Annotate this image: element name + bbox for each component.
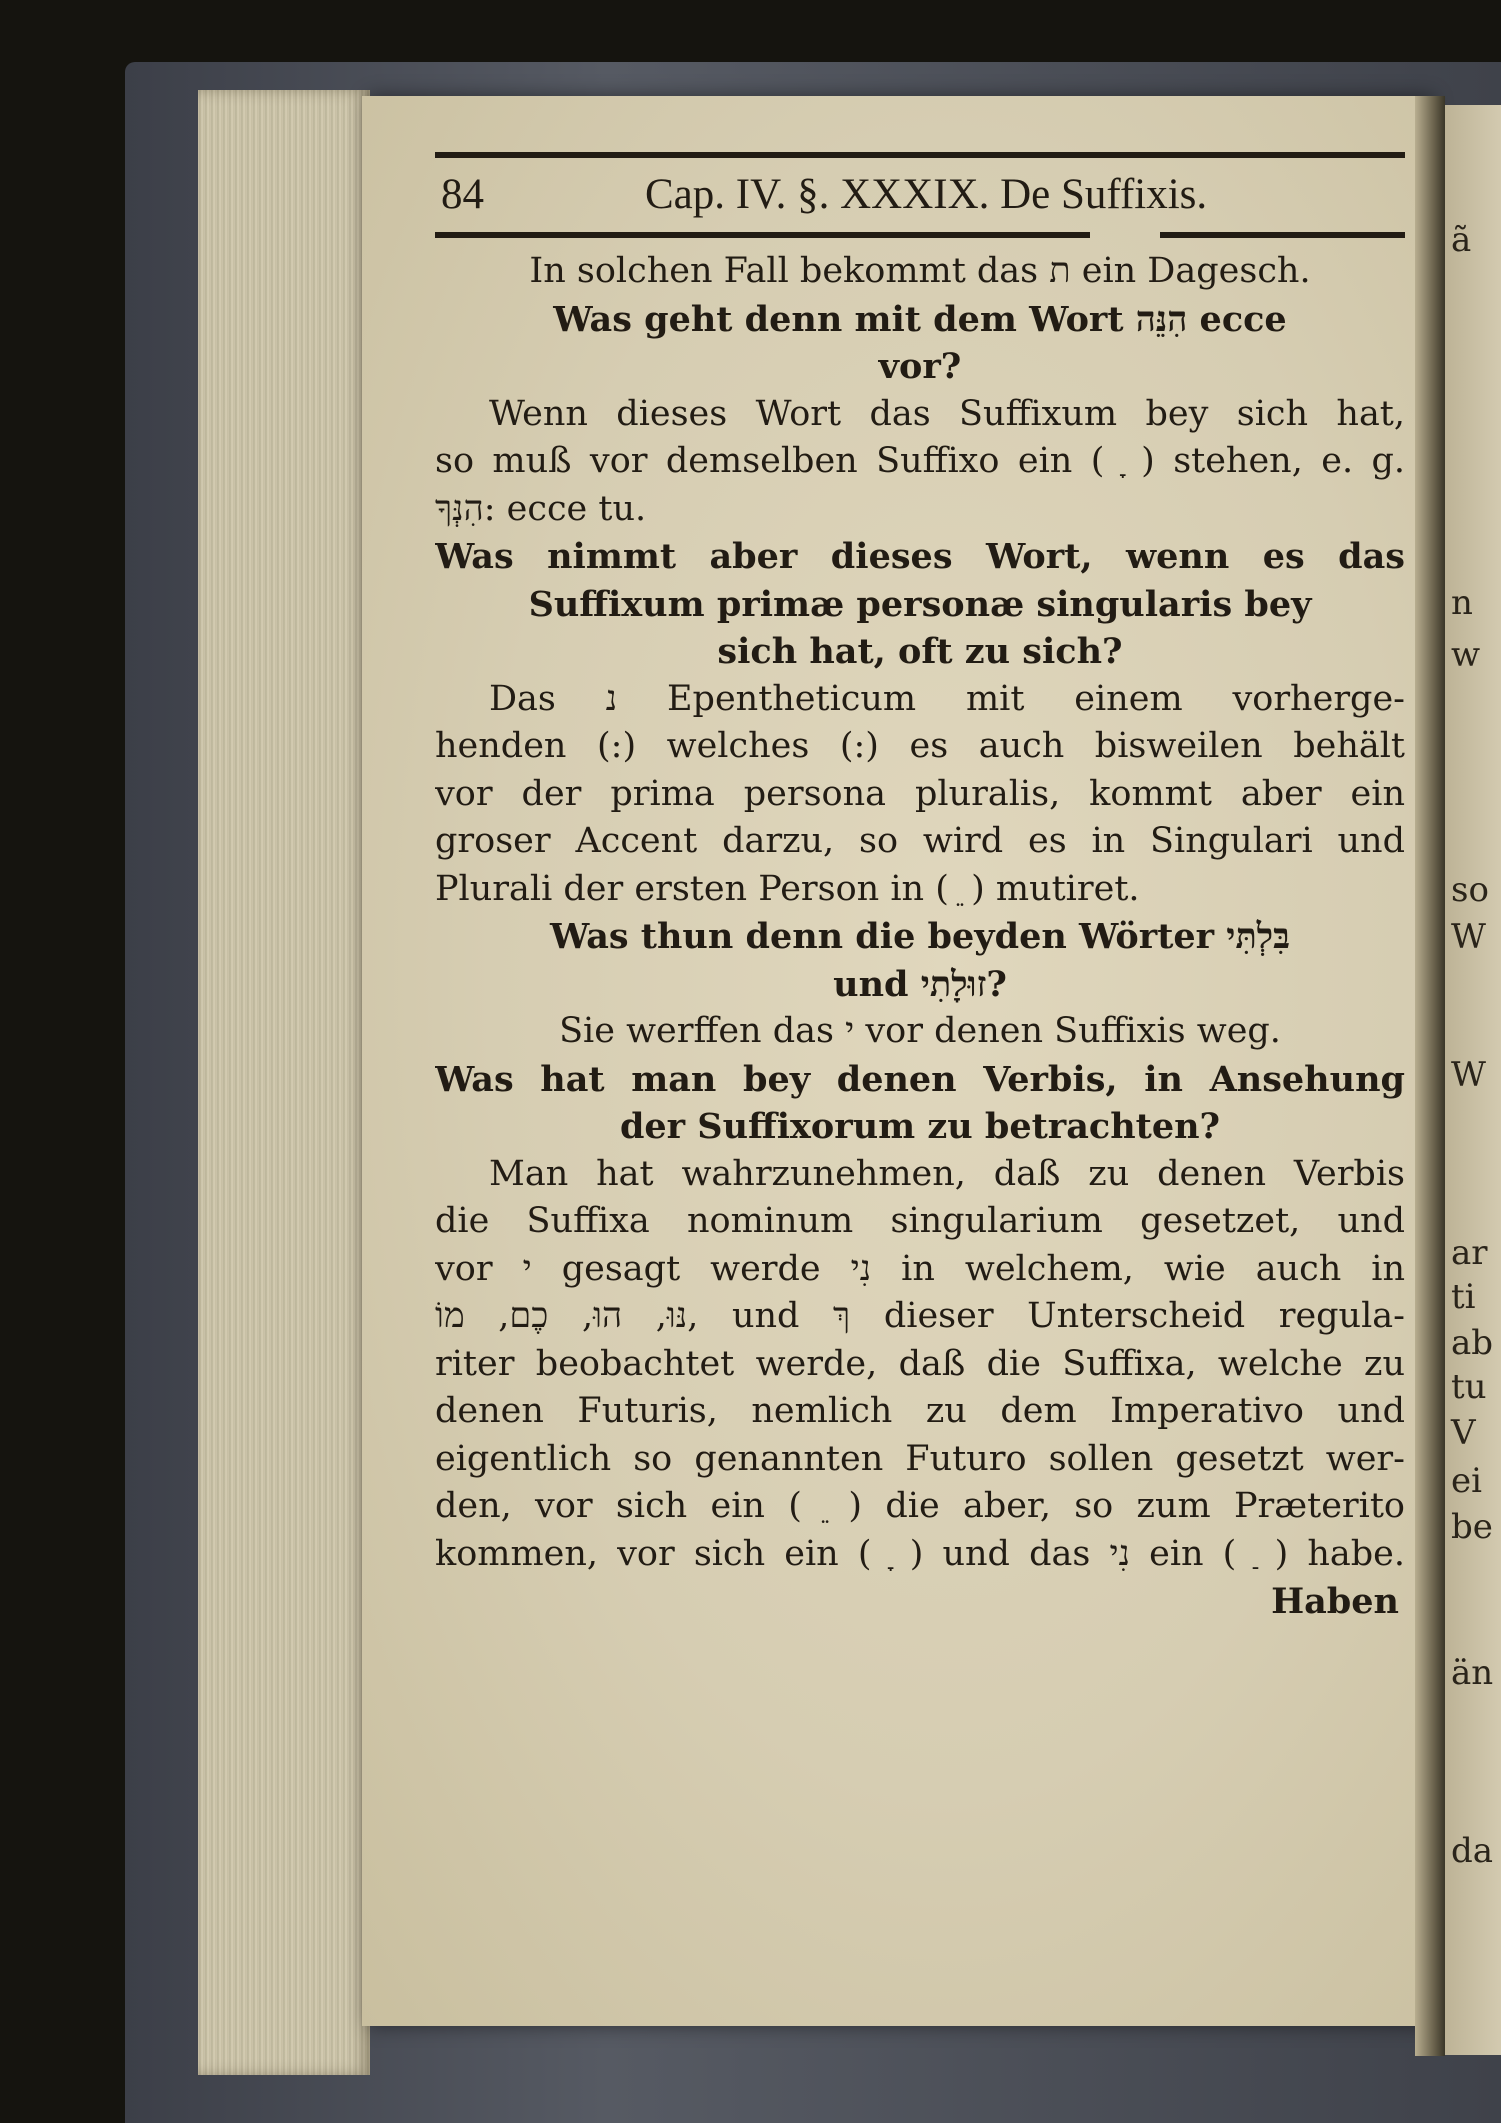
next-page-fragment: ti <box>1451 1277 1476 1317</box>
next-page-fragment: be <box>1451 1507 1493 1547</box>
page-number: 84 <box>441 171 484 218</box>
answer-line: groser Accent darzu, so wird es in Singulari und <box>435 821 1405 861</box>
next-page-fragment: ar <box>1451 1233 1488 1273</box>
next-page-fragment: ã <box>1451 220 1472 260</box>
question-line: Suffixum primæ personæ singularis bey <box>528 583 1312 625</box>
book-gutter <box>1415 96 1445 2056</box>
next-page-fragment: W <box>1451 1055 1486 1095</box>
running-header <box>435 158 1405 232</box>
answer-line: die Suffixa nominum singularium gesetzet, und <box>435 1201 1405 1241</box>
running-title: Cap. IV. §. XXXIX. De Suffixis. <box>645 171 1208 218</box>
answer-line: Man hat wahrzunehmen, daß zu denen Verbis <box>489 1153 1405 1194</box>
next-page-edge <box>1445 105 1501 2055</box>
answer-line: so muß vor demselben Suffixo ein ( ָ ) stehen, e. g. <box>435 441 1405 481</box>
question-line: sich hat, oft zu sich? <box>717 631 1123 672</box>
answer-line: den, vor sich ein ( ֵ ) die aber, so zum Præterito <box>435 1486 1405 1526</box>
answer-line: denen Futuris, nemlich zu dem Imperativo und <box>435 1391 1405 1431</box>
next-page-fragment: tu <box>1451 1367 1487 1407</box>
next-page-fragment: da <box>1451 1831 1494 1871</box>
answer-line: henden (:) welches (:) es auch bisweilen behält <box>435 726 1405 766</box>
header-rule-left <box>435 232 1090 238</box>
next-page-fragment: ab <box>1451 1323 1494 1363</box>
answer-line: נּוּ, הוּ, כֶם, מוֹ, und ךְ dieser Unterscheid regula- <box>435 1296 1405 1336</box>
answer-line: vor der prima persona pluralis, kommt aber ein <box>435 773 1405 814</box>
question-line: Was geht denn mit dem Wort הִנֵּה ecce <box>553 298 1287 340</box>
question-line: Was hat man bey denen Verbis, in Ansehung <box>435 1058 1405 1100</box>
answer-line: הִנְּךָ: ecce tu. <box>435 488 647 529</box>
next-page-fragment: än <box>1451 1653 1494 1693</box>
next-page-fragment: W <box>1451 917 1486 957</box>
answer-line: Plurali der ersten Person in ( ֵ ) mutiret. <box>435 868 1140 909</box>
question-line: der Suffixorum zu betrachten? <box>619 1106 1221 1147</box>
header-rule <box>435 232 1405 238</box>
answer-line: vor י gesagt werde נִי in welchem, wie auch in <box>435 1248 1405 1289</box>
next-page-fragment: V <box>1451 1413 1476 1453</box>
question-line: Was thun denn die beyden Wörter בִּלְתִּי <box>549 916 1291 957</box>
question-line: und זוּלָתִי? <box>833 963 1007 1005</box>
answer-line: Sie werffen das י vor denen Suffixis weg. <box>559 1011 1281 1051</box>
catchword: Haben <box>1271 1581 1399 1622</box>
header-rule-right <box>1160 232 1405 238</box>
answer-line: riter beobachtet werde, daß die Suffixa, welche zu <box>435 1343 1405 1384</box>
next-page-fragment: so <box>1451 870 1489 910</box>
next-page-fragment: n <box>1451 583 1473 623</box>
answer-line: kommen, vor sich ein ( ָ ) und das נִי ein ( ַ ) habe. <box>435 1533 1405 1574</box>
next-page-fragment: ei <box>1451 1461 1482 1501</box>
question-line: Was nimmt aber dieses Wort, wenn es das <box>435 536 1405 577</box>
next-page-fragment: w <box>1451 635 1481 675</box>
answer-line: Wenn dieses Wort das Suffixum bey sich hat, <box>489 393 1405 434</box>
answer-line: Das נ Epentheticum mit einem vorherge- <box>489 678 1405 719</box>
answer-line: eigentlich so genannten Futuro sollen gesetzt wer- <box>435 1438 1405 1479</box>
question-line: vor? <box>878 346 962 387</box>
page-text-block <box>435 152 1405 1626</box>
text-line: In solchen Fall bekommt das ת ein Dagesch. <box>529 251 1311 291</box>
page-edges <box>198 90 370 2075</box>
